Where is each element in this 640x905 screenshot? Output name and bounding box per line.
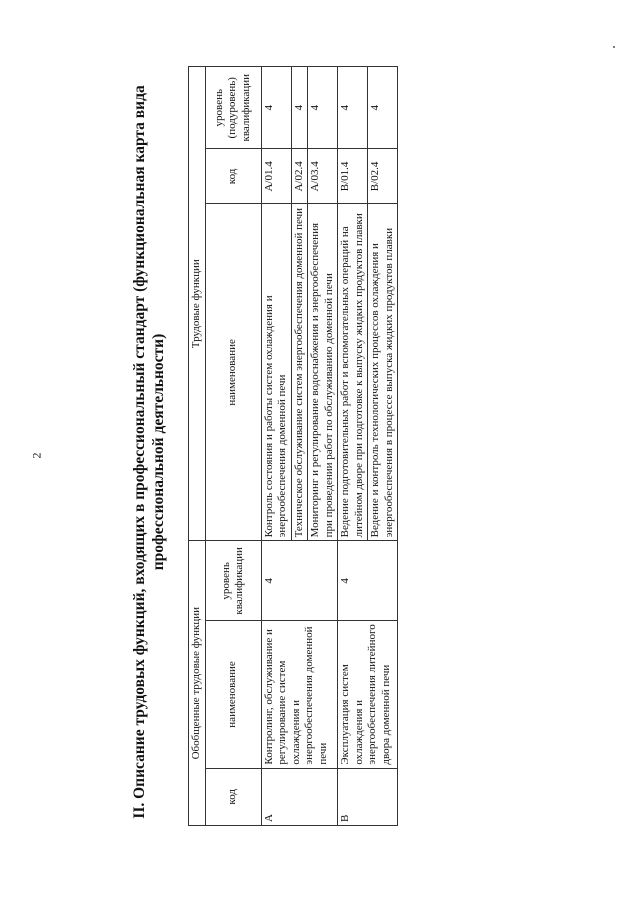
- header-level: уровень квалификации: [205, 541, 261, 621]
- gf-code: В: [338, 768, 398, 825]
- tf-name: Контроль состояния и работы систем охлаждения и энергообеспечения доменной печи: [261, 204, 291, 541]
- header-tf-name: наименование: [205, 204, 261, 541]
- section-title-line-2: профессиональной деятельности): [150, 333, 167, 571]
- section-title-line-1: II. Описание трудовых функций, входящих в профессиональный стандарт (функциональная карта вида: [131, 85, 148, 819]
- tf-level: 4: [291, 67, 308, 149]
- header-tf-code: код: [205, 149, 261, 204]
- rotated-page-content: [130, 72, 510, 832]
- gf-name: Эксплуатация систем охлаждения и энергообеспечения литейного двора доменной печи: [338, 621, 398, 768]
- section-title: [130, 72, 168, 832]
- group-header-labor: Трудовые функции: [189, 67, 206, 541]
- header-tf-level: уровень (подуровень) квалификации: [205, 67, 261, 149]
- gf-name: Контролинг, обслуживание и регулирование систем охлаждения и энергообеспечения доменной печи: [261, 621, 338, 768]
- gf-level: 4: [261, 541, 338, 621]
- tf-level: 4: [308, 67, 338, 149]
- scan-speck: [613, 46, 615, 48]
- header-code: код: [205, 768, 261, 825]
- tf-code: А/01.4: [261, 149, 291, 204]
- tf-name: Мониторинг и регулирование водоснабжения и энергообеспечения при проведении работ по обслуживанию доменной печи: [308, 204, 338, 541]
- tf-code: А/02.4: [291, 149, 308, 204]
- tf-code: А/03.4: [308, 149, 338, 204]
- tf-name: Ведение подготовительных работ и вспомогательных операций на литейном дворе при подготовке к выпуску жидких продуктов плавки: [338, 204, 368, 541]
- tf-level: 4: [368, 67, 398, 149]
- tf-code: В/02.4: [368, 149, 398, 204]
- page-number: 2: [29, 452, 44, 459]
- tf-code: В/01.4: [338, 149, 368, 204]
- gf-level: 4: [338, 541, 398, 621]
- table-group-header-row: [189, 67, 206, 826]
- tf-level: 4: [261, 67, 291, 149]
- functional-map-table: [188, 66, 398, 826]
- group-header-generalized: Обобщенные трудовые функции: [189, 541, 206, 826]
- table-column-header-row: [205, 67, 261, 826]
- table-row: [261, 67, 291, 826]
- gf-code: А: [261, 768, 338, 825]
- tf-name: Ведение и контроль технологических процессов охлаждения и энергообеспечения в процессе выпуска жидких продуктов плавки: [368, 204, 398, 541]
- tf-level: 4: [338, 67, 368, 149]
- header-name: наименование: [205, 621, 261, 768]
- tf-name: Техническое обслуживание систем энергообеспечения доменной печи: [291, 204, 308, 541]
- table-row: [338, 67, 368, 826]
